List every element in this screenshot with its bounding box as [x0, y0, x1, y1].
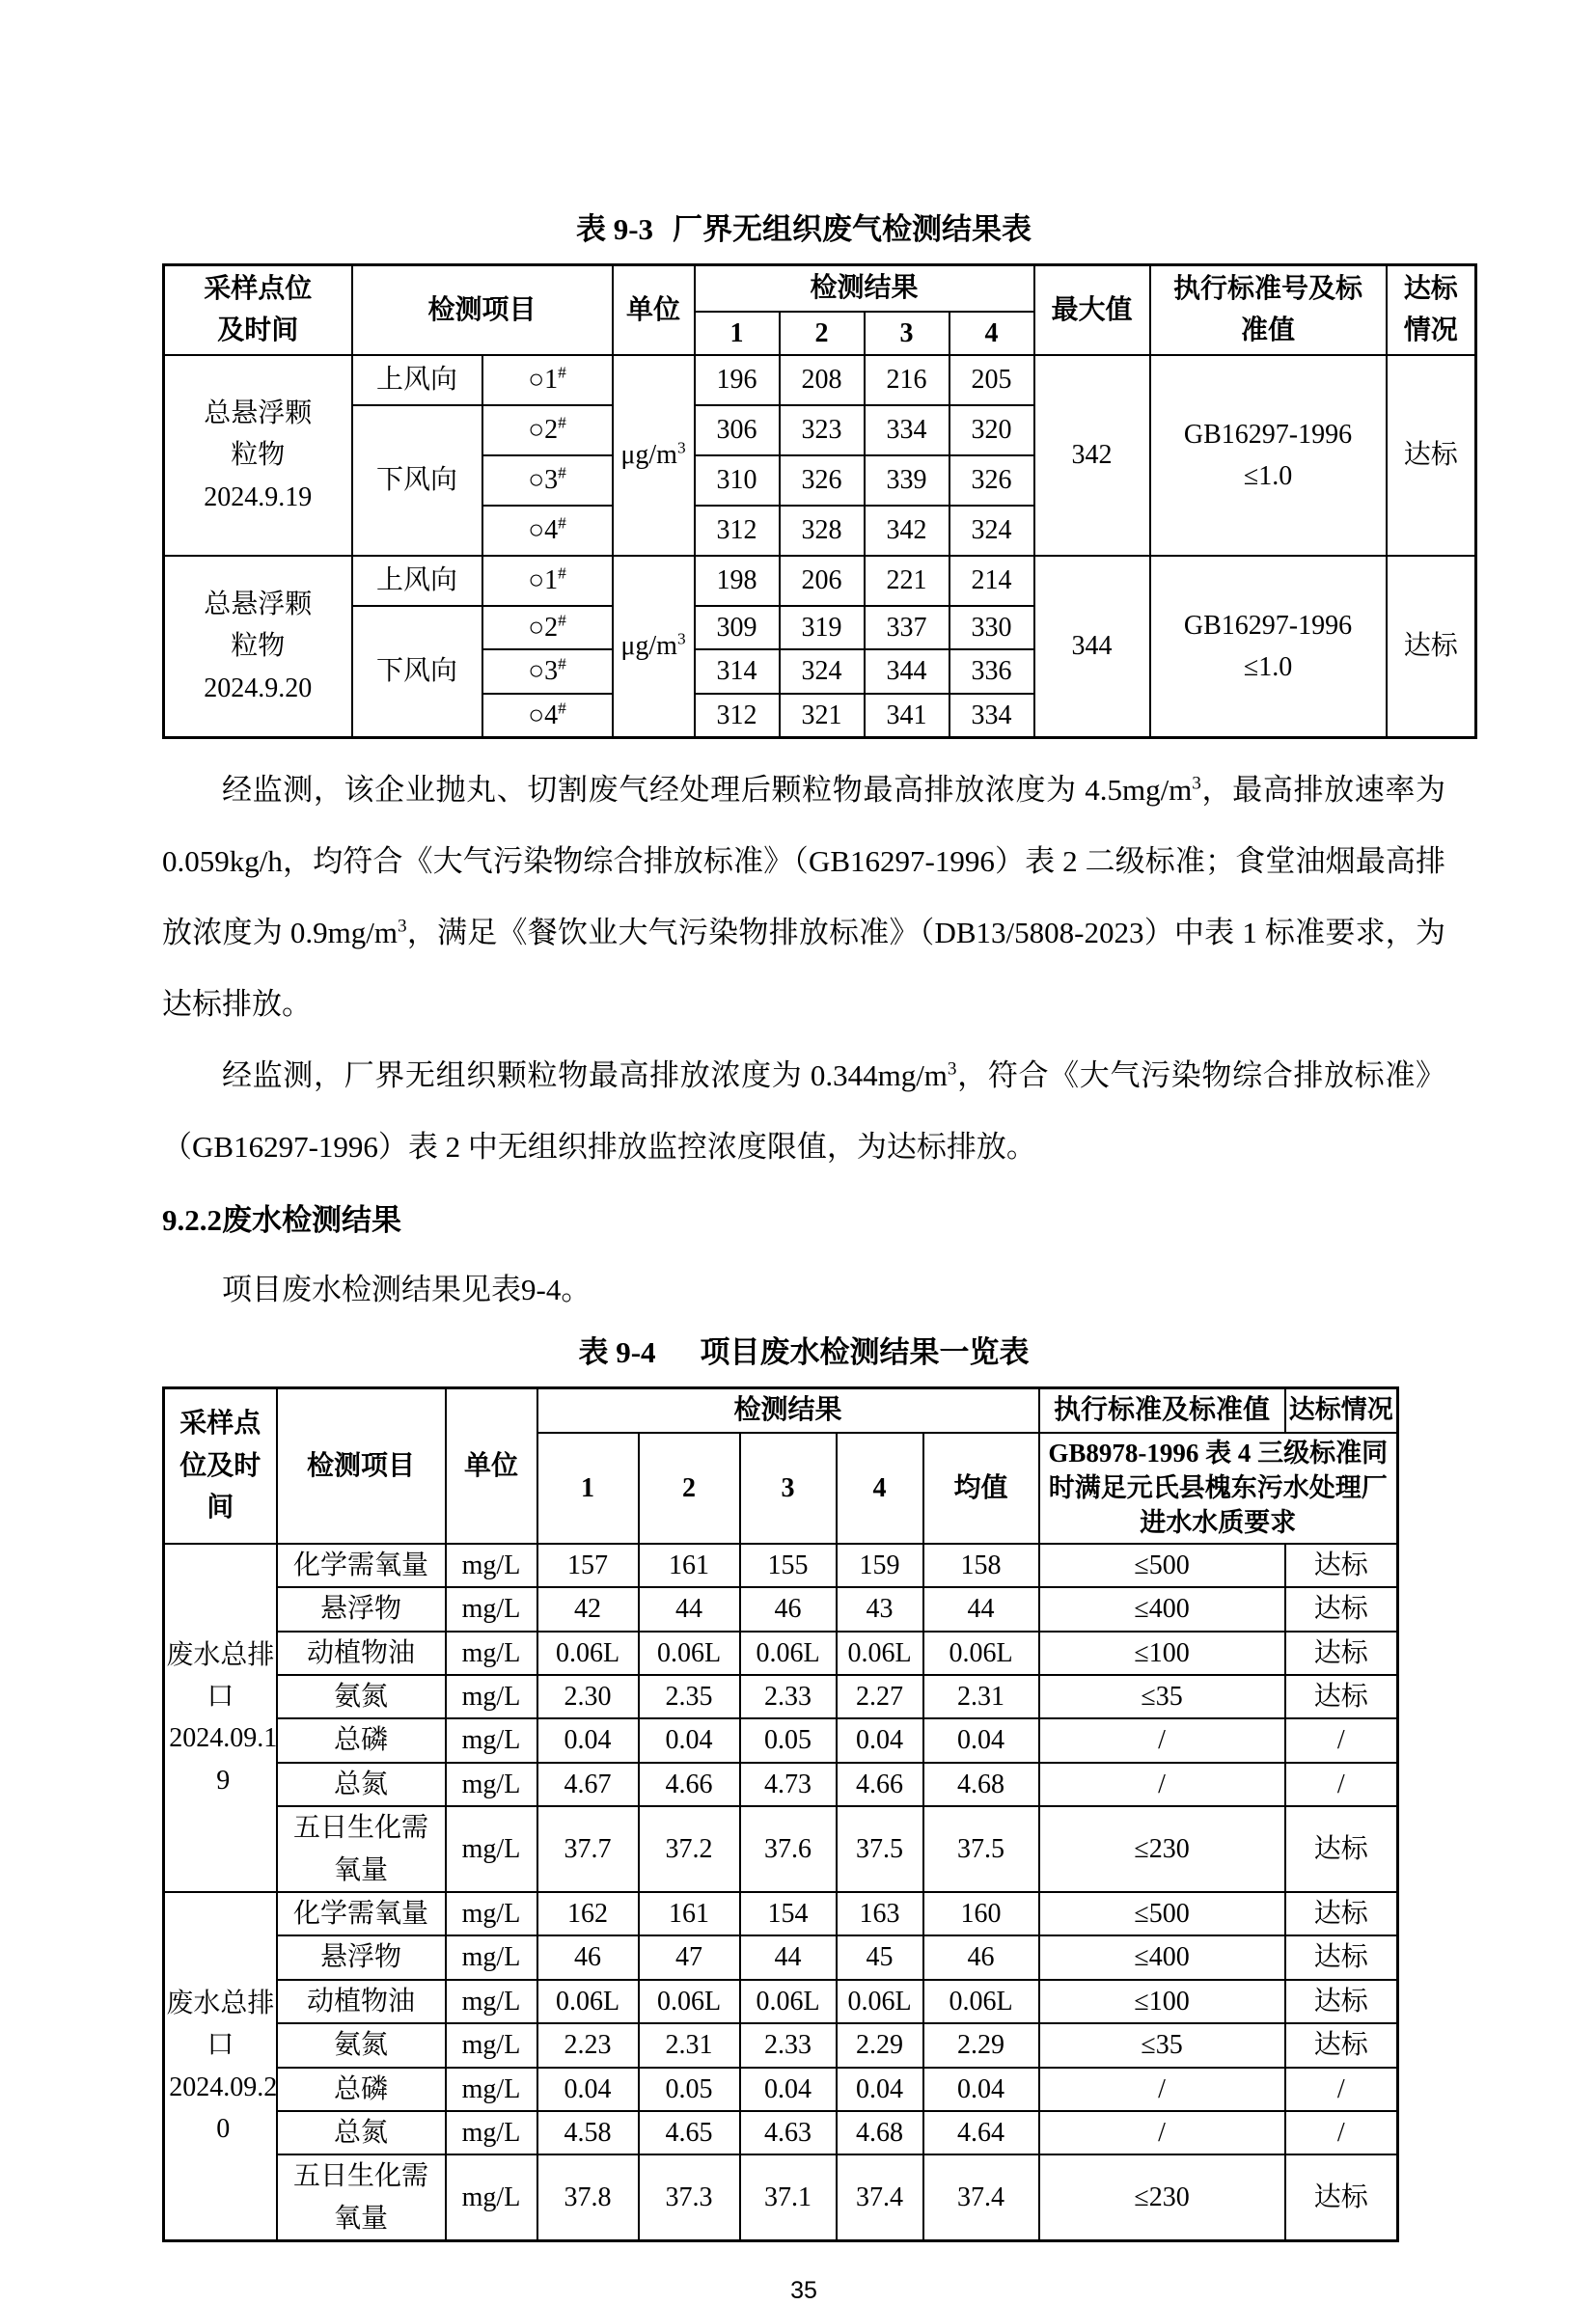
value-cell: 4.65	[639, 2111, 740, 2154]
value-cell: 2.35	[639, 1675, 740, 1718]
value-cell: 326	[780, 455, 865, 506]
header-sub-2: 2	[780, 312, 865, 355]
unit-label: μg/m	[620, 440, 677, 471]
superscript: 3	[398, 916, 407, 937]
value-cell: 198	[695, 556, 780, 606]
unit-cell: mg/L	[446, 2111, 537, 2154]
value-cell: 154	[740, 1892, 837, 1935]
unit-cell: mg/L	[446, 1718, 537, 1762]
header-standard-label: 执行标准号及标准值	[1173, 274, 1363, 346]
max-cell: 344	[1034, 556, 1150, 738]
page-number: 35	[790, 2277, 817, 2305]
item-cell: 总氮	[277, 1763, 446, 1806]
paragraph-text: ，符合《大气污染物综合排放标准》（GB16297-1996）表 2 中无组织排放监控浓度限值，为达标排放。	[162, 1058, 1445, 1165]
value-cell: 37.4	[837, 2154, 923, 2240]
value-cell: 319	[780, 606, 865, 649]
direction-cell: 下风向	[352, 606, 482, 738]
value-cell: 4.67	[537, 1763, 639, 1806]
item-cell: 化学需氧量	[277, 1544, 446, 1587]
table-9-4-caption: 项目废水检测结果一览表	[700, 1335, 1030, 1370]
value-cell: 155	[740, 1544, 837, 1587]
value-cell: 2.27	[837, 1675, 923, 1718]
standard-cell: /	[1039, 1763, 1285, 1806]
value-cell: 157	[537, 1544, 639, 1587]
point-sup: #	[558, 463, 566, 482]
value-cell: 0.04	[639, 1718, 740, 1762]
table-row	[164, 355, 1476, 405]
paragraph-air-results	[162, 755, 1445, 1040]
value-cell: 2.30	[537, 1675, 639, 1718]
point-cell	[482, 506, 613, 556]
value-cell: 47	[639, 1935, 740, 1979]
table-row	[164, 1892, 1398, 1935]
value-cell: 342	[865, 506, 949, 556]
value-cell: 44	[639, 1587, 740, 1631]
table-row	[164, 2111, 1398, 2154]
standard-cell: /	[1039, 2068, 1285, 2111]
table-row	[164, 2023, 1398, 2067]
item-cell: 总磷	[277, 1718, 446, 1762]
standard-cell: ≤35	[1039, 2023, 1285, 2067]
sample-name: 总悬浮颗粒物	[204, 398, 313, 471]
sample-date: 2024.9.19	[204, 481, 313, 512]
avg-cell: 160	[923, 1892, 1039, 1935]
header-max: 最大值	[1034, 265, 1150, 355]
standard-cell	[1150, 355, 1387, 556]
value-cell: 0.06L	[740, 1980, 837, 2023]
value-cell: 161	[639, 1892, 740, 1935]
value-cell: 46	[537, 1935, 639, 1979]
unit-cell: mg/L	[446, 1587, 537, 1631]
value-cell: 44	[740, 1935, 837, 1979]
item-cell: 氨氮	[277, 2023, 446, 2067]
value-cell: 314	[695, 649, 780, 693]
point-label: ○4	[528, 515, 559, 546]
value-cell: 321	[780, 694, 865, 738]
header-item: 检测项目	[277, 1388, 446, 1544]
standard-cell: ≤500	[1039, 1544, 1285, 1587]
standard-code: GB16297-1996	[1183, 610, 1353, 641]
sample-cell	[164, 1544, 277, 1892]
sample-name: 总悬浮颗粒物	[204, 589, 313, 662]
avg-cell: 0.06L	[923, 1632, 1039, 1675]
header-status-label: 达标情况	[1403, 274, 1458, 346]
header-sub-4: 4	[949, 312, 1034, 355]
table-row	[164, 1675, 1398, 1718]
sample-date: 2024.09.20	[169, 2072, 278, 2144]
unit-cell	[613, 355, 695, 556]
status-cell: 达标	[1387, 355, 1476, 556]
value-cell: 339	[865, 455, 949, 506]
value-cell: 206	[780, 556, 865, 606]
table-row	[164, 1587, 1398, 1631]
unit-sup: 3	[676, 629, 686, 648]
value-cell: 334	[865, 405, 949, 455]
header-standard-detail	[1039, 1433, 1398, 1544]
status-cell: 达标	[1285, 1675, 1398, 1718]
value-cell: 0.06L	[740, 1632, 837, 1675]
value-cell: 326	[949, 455, 1034, 506]
standard-cell: ≤230	[1039, 1806, 1285, 1892]
value-cell: 320	[949, 405, 1034, 455]
standard-cell: ≤100	[1039, 1980, 1285, 2023]
avg-cell: 0.06L	[923, 1980, 1039, 2023]
table-row	[164, 1632, 1398, 1675]
status-cell: /	[1285, 1763, 1398, 1806]
status-cell: 达标	[1285, 1632, 1398, 1675]
unit-label: μg/m	[620, 631, 677, 662]
unit-cell: mg/L	[446, 1935, 537, 1979]
sample-cell	[164, 355, 352, 556]
standard-cell: /	[1039, 2111, 1285, 2154]
paragraph-text: ，最高排放速率为 0.059kg/h，均符合《大气污染物综合排放标准》（GB16297-1996）表 2 二级标准；食堂油烟最高排放浓度为 0.9mg/m	[162, 773, 1445, 950]
status-cell: 达标	[1285, 1544, 1398, 1587]
header-sub-3: 3	[865, 312, 949, 355]
status-cell: 达标	[1387, 556, 1476, 738]
value-cell: 161	[639, 1544, 740, 1587]
unit-cell: mg/L	[446, 1806, 537, 1892]
unit-cell: mg/L	[446, 1544, 537, 1587]
value-cell: 196	[695, 355, 780, 405]
standard-cell: ≤35	[1039, 1675, 1285, 1718]
unit-cell	[613, 556, 695, 738]
value-cell: 205	[949, 355, 1034, 405]
unit-cell: mg/L	[446, 2023, 537, 2067]
value-cell: 344	[865, 649, 949, 693]
value-cell: 324	[949, 506, 1034, 556]
point-cell	[482, 455, 613, 506]
avg-cell: 0.04	[923, 1718, 1039, 1762]
paragraph-fugitive-results	[162, 1040, 1445, 1183]
value-cell: 336	[949, 649, 1034, 693]
point-label: ○3	[528, 465, 559, 496]
item-cell: 化学需氧量	[277, 1892, 446, 1935]
unit-cell: mg/L	[446, 1980, 537, 2023]
superscript: 3	[1192, 773, 1201, 794]
value-cell: 337	[865, 606, 949, 649]
max-cell: 342	[1034, 355, 1150, 556]
value-cell: 0.05	[639, 2068, 740, 2111]
status-cell: 达标	[1285, 1587, 1398, 1631]
header-unit: 单位	[613, 265, 695, 355]
value-cell: 0.06L	[837, 1980, 923, 2023]
item-label: 五日生化需氧量	[292, 2161, 428, 2234]
value-cell: 37.7	[537, 1806, 639, 1892]
standard-cell: /	[1039, 1718, 1285, 1762]
status-cell: 达标	[1285, 1935, 1398, 1979]
header-standard	[1150, 265, 1387, 355]
header-status: 达标情况	[1285, 1388, 1398, 1433]
sample-cell	[164, 556, 352, 738]
value-cell: 306	[695, 405, 780, 455]
table-row	[164, 1806, 1398, 1892]
avg-cell: 44	[923, 1587, 1039, 1631]
table-row	[164, 1763, 1398, 1806]
point-cell	[482, 556, 613, 606]
item-cell: 总磷	[277, 2068, 446, 2111]
avg-cell: 37.5	[923, 1806, 1039, 1892]
standard-cell: ≤230	[1039, 2154, 1285, 2240]
value-cell: 2.33	[740, 1675, 837, 1718]
value-cell: 330	[949, 606, 1034, 649]
paragraph-text: 经监测，该企业抛丸、切割废气经处理后颗粒物最高排放浓度为 4.5mg/m	[222, 773, 1193, 808]
avg-cell: 2.29	[923, 2023, 1039, 2067]
table-row	[164, 1980, 1398, 2023]
table-9-3-title	[162, 205, 1445, 248]
value-cell: 163	[837, 1892, 923, 1935]
value-cell: 45	[837, 1935, 923, 1979]
value-cell: 214	[949, 556, 1034, 606]
value-cell: 208	[780, 355, 865, 405]
value-cell: 37.6	[740, 1806, 837, 1892]
status-cell: /	[1285, 1718, 1398, 1762]
status-cell: 达标	[1285, 1980, 1398, 2023]
value-cell: 0.06L	[537, 1632, 639, 1675]
item-cell: 氨氮	[277, 1675, 446, 1718]
value-cell: 2.29	[837, 2023, 923, 2067]
table-row	[164, 1718, 1398, 1762]
paragraph-see-table: 项目废水检测结果见表9-4。	[222, 1273, 592, 1307]
value-cell: 43	[837, 1587, 923, 1631]
point-sup: #	[558, 611, 566, 630]
superscript: 3	[947, 1058, 957, 1080]
sample-date: 2024.09.19	[169, 1723, 278, 1796]
point-sup: #	[558, 654, 566, 673]
header-sample	[164, 265, 352, 355]
value-cell: 4.73	[740, 1763, 837, 1806]
point-cell	[482, 355, 613, 405]
point-cell	[482, 694, 613, 738]
avg-cell: 0.04	[923, 2068, 1039, 2111]
avg-cell: 2.31	[923, 1675, 1039, 1718]
item-cell: 悬浮物	[277, 1935, 446, 1979]
point-cell	[482, 606, 613, 649]
unit-sup: 3	[676, 438, 686, 457]
value-cell: 2.31	[639, 2023, 740, 2067]
standard-code: GB16297-1996	[1183, 419, 1353, 450]
avg-cell: 4.68	[923, 1763, 1039, 1806]
value-cell: 0.06L	[837, 1632, 923, 1675]
item-cell	[277, 1806, 446, 1892]
point-label: ○2	[528, 612, 559, 643]
table-9-4	[162, 1386, 1399, 2242]
table-row	[164, 2068, 1398, 2111]
item-cell: 动植物油	[277, 1632, 446, 1675]
value-cell: 312	[695, 506, 780, 556]
unit-cell: mg/L	[446, 1892, 537, 1935]
header-standard: 执行标准及标准值	[1039, 1388, 1285, 1433]
standard-cell: ≤400	[1039, 1935, 1285, 1979]
paragraph-text: ，满足《餐饮业大气污染物排放标准》（DB13/5808-2023）中表 1 标准要求，为达标排放。	[162, 916, 1446, 1022]
item-cell: 总氮	[277, 2111, 446, 2154]
value-cell: 309	[695, 606, 780, 649]
value-cell: 37.3	[639, 2154, 740, 2240]
table-9-3	[162, 263, 1477, 739]
standard-detail-text: GB8978-1996 表 4 三级标准同时满足元氏县槐东污水处理厂进水水质要求	[1048, 1438, 1389, 1538]
header-sub-3: 3	[740, 1433, 837, 1544]
status-cell: /	[1285, 2068, 1398, 2111]
header-result: 检测结果	[537, 1388, 1039, 1433]
sample-name: 废水总排口	[166, 1988, 275, 2061]
table-9-4-label: 表 9-4	[578, 1335, 656, 1370]
paragraph-text: 经监测，厂界无组织颗粒物最高排放浓度为 0.344mg/m	[222, 1058, 948, 1093]
value-cell: 4.66	[639, 1763, 740, 1806]
value-cell: 159	[837, 1544, 923, 1587]
avg-cell: 4.64	[923, 2111, 1039, 2154]
status-cell: 达标	[1285, 1806, 1398, 1892]
value-cell: 0.04	[740, 2068, 837, 2111]
value-cell: 328	[780, 506, 865, 556]
value-cell: 323	[780, 405, 865, 455]
direction-cell: 上风向	[352, 556, 482, 606]
standard-cell: ≤500	[1039, 1892, 1285, 1935]
value-cell: 4.68	[837, 2111, 923, 2154]
section-heading-9-2-2: 9.2.2废水检测结果	[162, 1203, 401, 1238]
point-sup: #	[558, 699, 566, 718]
unit-cell: mg/L	[446, 2068, 537, 2111]
value-cell: 2.23	[537, 2023, 639, 2067]
point-label: ○1	[528, 365, 559, 396]
header-sub-2: 2	[639, 1433, 740, 1544]
value-cell: 0.06L	[639, 1632, 740, 1675]
value-cell: 42	[537, 1587, 639, 1631]
header-item: 检测项目	[352, 265, 613, 355]
avg-cell: 158	[923, 1544, 1039, 1587]
table-row	[164, 1544, 1398, 1587]
value-cell: 0.05	[740, 1718, 837, 1762]
header-sub-1: 1	[537, 1433, 639, 1544]
direction-cell: 下风向	[352, 405, 482, 556]
header-sub-1: 1	[695, 312, 780, 355]
table-row	[164, 2154, 1398, 2240]
header-sub-avg: 均值	[923, 1433, 1039, 1544]
status-cell: 达标	[1285, 1892, 1398, 1935]
value-cell: 0.04	[837, 1718, 923, 1762]
point-label: ○1	[528, 565, 559, 596]
point-label: ○3	[528, 656, 559, 687]
value-cell: 37.1	[740, 2154, 837, 2240]
table-9-4-title	[162, 1328, 1445, 1371]
value-cell: 4.58	[537, 2111, 639, 2154]
item-label: 五日生化需氧量	[292, 1813, 428, 1885]
unit-cell: mg/L	[446, 1763, 537, 1806]
status-cell: 达标	[1285, 2023, 1398, 2067]
unit-cell: mg/L	[446, 1632, 537, 1675]
point-sup: #	[558, 413, 566, 432]
point-sup: #	[558, 513, 566, 533]
value-cell: 162	[537, 1892, 639, 1935]
avg-cell: 37.4	[923, 2154, 1039, 2240]
value-cell: 0.06L	[639, 1980, 740, 2023]
unit-cell: mg/L	[446, 1675, 537, 1718]
standard-cell: ≤100	[1039, 1632, 1285, 1675]
value-cell: 0.06L	[537, 1980, 639, 2023]
sample-cell	[164, 1892, 277, 2241]
point-sup: #	[558, 363, 566, 382]
header-sample	[164, 1388, 277, 1544]
value-cell: 4.66	[837, 1763, 923, 1806]
point-sup: #	[558, 563, 566, 583]
value-cell: 312	[695, 694, 780, 738]
direction-cell: 上风向	[352, 355, 482, 405]
value-cell: 0.04	[537, 1718, 639, 1762]
value-cell: 37.8	[537, 2154, 639, 2240]
header-unit: 单位	[446, 1388, 537, 1544]
point-cell	[482, 405, 613, 455]
point-label: ○2	[528, 415, 559, 446]
standard-limit: ≤1.0	[1243, 651, 1293, 682]
status-cell: 达标	[1285, 2154, 1398, 2240]
point-cell	[482, 649, 613, 693]
header-sample-label: 采样点位及时间	[179, 1409, 261, 1523]
unit-cell: mg/L	[446, 2154, 537, 2240]
item-cell	[277, 2154, 446, 2240]
value-cell: 0.04	[537, 2068, 639, 2111]
header-result: 检测结果	[695, 265, 1034, 312]
value-cell: 324	[780, 649, 865, 693]
point-label: ○4	[528, 700, 559, 730]
status-cell: /	[1285, 2111, 1398, 2154]
item-cell: 动植物油	[277, 1980, 446, 2023]
value-cell: 221	[865, 556, 949, 606]
header-sample-label: 采样点位及时间	[204, 274, 313, 346]
value-cell: 0.04	[837, 2068, 923, 2111]
value-cell: 4.63	[740, 2111, 837, 2154]
header-status	[1387, 265, 1476, 355]
table-row	[164, 1935, 1398, 1979]
standard-cell	[1150, 556, 1387, 738]
standard-limit: ≤1.0	[1243, 460, 1293, 491]
item-cell: 悬浮物	[277, 1587, 446, 1631]
value-cell: 37.2	[639, 1806, 740, 1892]
value-cell: 46	[740, 1587, 837, 1631]
sample-name: 废水总排口	[166, 1639, 275, 1713]
value-cell: 2.33	[740, 2023, 837, 2067]
value-cell: 37.5	[837, 1806, 923, 1892]
sample-date: 2024.9.20	[204, 672, 313, 703]
avg-cell: 46	[923, 1935, 1039, 1979]
value-cell: 310	[695, 455, 780, 506]
table-9-3-caption: 厂界无组织废气检测结果表	[673, 212, 1032, 246]
table-row	[164, 556, 1476, 606]
value-cell: 334	[949, 694, 1034, 738]
value-cell: 216	[865, 355, 949, 405]
header-sub-4: 4	[837, 1433, 923, 1544]
value-cell: 341	[865, 694, 949, 738]
table-9-3-label: 表 9-3	[575, 212, 654, 246]
standard-cell: ≤400	[1039, 1587, 1285, 1631]
